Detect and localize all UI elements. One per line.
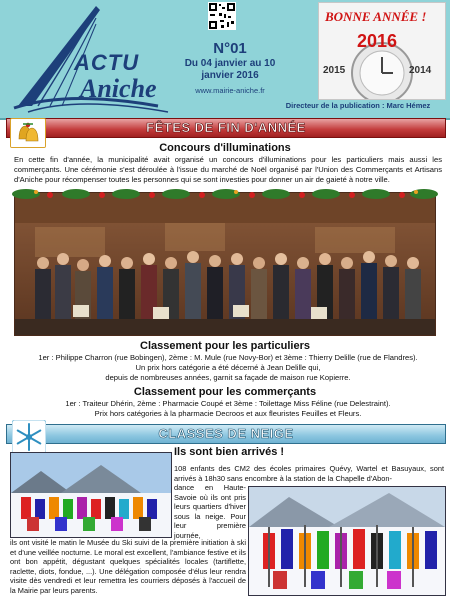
actu-aniche-logo: [8, 2, 173, 114]
particuliers-line-3: depuis de nombreuses années, garnit sa façade de maison rue Kopierre.: [105, 373, 351, 382]
commercants-results: [14, 399, 442, 419]
issue-dates: Du 04 janvier au 10 janvier 2016: [184, 58, 276, 81]
particuliers-line-1: 1er : Philippe Charron (rue Bobingen), 2ème : M. Mule (rue Novy-Bor) et 3ème : Thierry Delille (rue de Flandres).: [38, 353, 418, 362]
website-link[interactable]: www.mairie-aniche.fr: [195, 86, 265, 95]
logo-actu-text: ACTU: [74, 50, 140, 75]
banner-title-fetes: FÊTES DE FIN D'ANNÉE: [146, 120, 306, 135]
particuliers-results: [14, 353, 442, 383]
year-old-right: 2014: [409, 65, 432, 76]
neige-paragraph-bottom: ils ont visité le matin le Musée du Ski suivi de la première initiation à ski et d'une veillée nocturne. Le moral est excellent, l'ambiance festive et ils ont bon appétit, dégustant quelques spécialités locales (tartiflette, raclette, diots, fondue, ...). Une délégation composée d'élus leur rendra visite dès vendredi et leur remettra les courriers déposés à l'accueil de la Mairie par leurs parents.: [10, 538, 246, 595]
group-photo-image: [15, 193, 435, 335]
masthead: [0, 0, 450, 120]
banner-title-neige: CLASSES DE NEIGE: [158, 426, 294, 441]
ski-group-photo-2: [248, 486, 446, 596]
neige-heading: Ils sont bien arrivés !: [174, 446, 285, 458]
neige-paragraph-mid: dance en Haute-Savoie où ils ont pris leurs quartiers d'hiver sous la neige. Pour leur première journée,: [174, 483, 246, 540]
qr-code-icon[interactable]: [208, 2, 236, 30]
neige-paragraph-top: 108 enfants des CM2 des écoles primaires Quévy, Wartel et Basuyaux, sont arrivés à 18h30 sans encombre à la station de la Chapelle d'Abon-: [174, 464, 444, 483]
particuliers-heading: Classement pour les particuliers: [140, 340, 310, 352]
ski-group-photo-1: [10, 452, 172, 538]
ski-photo-image-2: [249, 487, 445, 595]
commercants-line-1: 1er : Traiteur Dhérin, 2ème : Pharmacie Coupé et 3ème : Toilettage Miss Féline (rue Delestraint).: [65, 399, 391, 408]
section-banner-fetes: [6, 118, 446, 138]
holly-garland-decoration: [6, 186, 444, 202]
year-old-left: 2015: [323, 65, 346, 76]
issue-number: N°01: [213, 40, 247, 57]
commercants-heading: Classement pour les commerçants: [133, 386, 317, 398]
greeting-text: BONNE ANNÉE !: [325, 9, 427, 24]
new-year-illustration: [318, 2, 446, 100]
section-banner-neige: [6, 424, 446, 444]
concours-heading: Concours d'illuminations: [159, 142, 291, 154]
concours-intro-paragraph: En cette fin d'année, la municipalité avait organisé un concours d'illuminations pour les particuliers mais aussi les commerçants. Une cérémonie s'est déroulée à l'issue du marché de Noël organisé par l'Union des Commerçants et Artisans d'Aniche pour récompenser toutes les personnes qui se sont investies pour donner un air de gaieté à notre ville.: [14, 155, 442, 184]
ski-photo-image-1: [11, 453, 171, 537]
year-new: 2016: [357, 31, 398, 51]
ceremony-group-photo: [14, 192, 436, 336]
logo-aniche-text: Aniche: [80, 74, 157, 103]
particuliers-line-2: Un prix hors catégorie a été décerné à Jean Delille qui,: [135, 363, 321, 372]
snowflake-icon: [12, 420, 46, 454]
commercants-line-2: Prix hors catégories à la pharmacie Decroos et aux fleuristes Feuilles et Fleurs.: [94, 409, 362, 418]
publication-director: Directeur de la publication : Marc Hémez: [285, 101, 431, 110]
